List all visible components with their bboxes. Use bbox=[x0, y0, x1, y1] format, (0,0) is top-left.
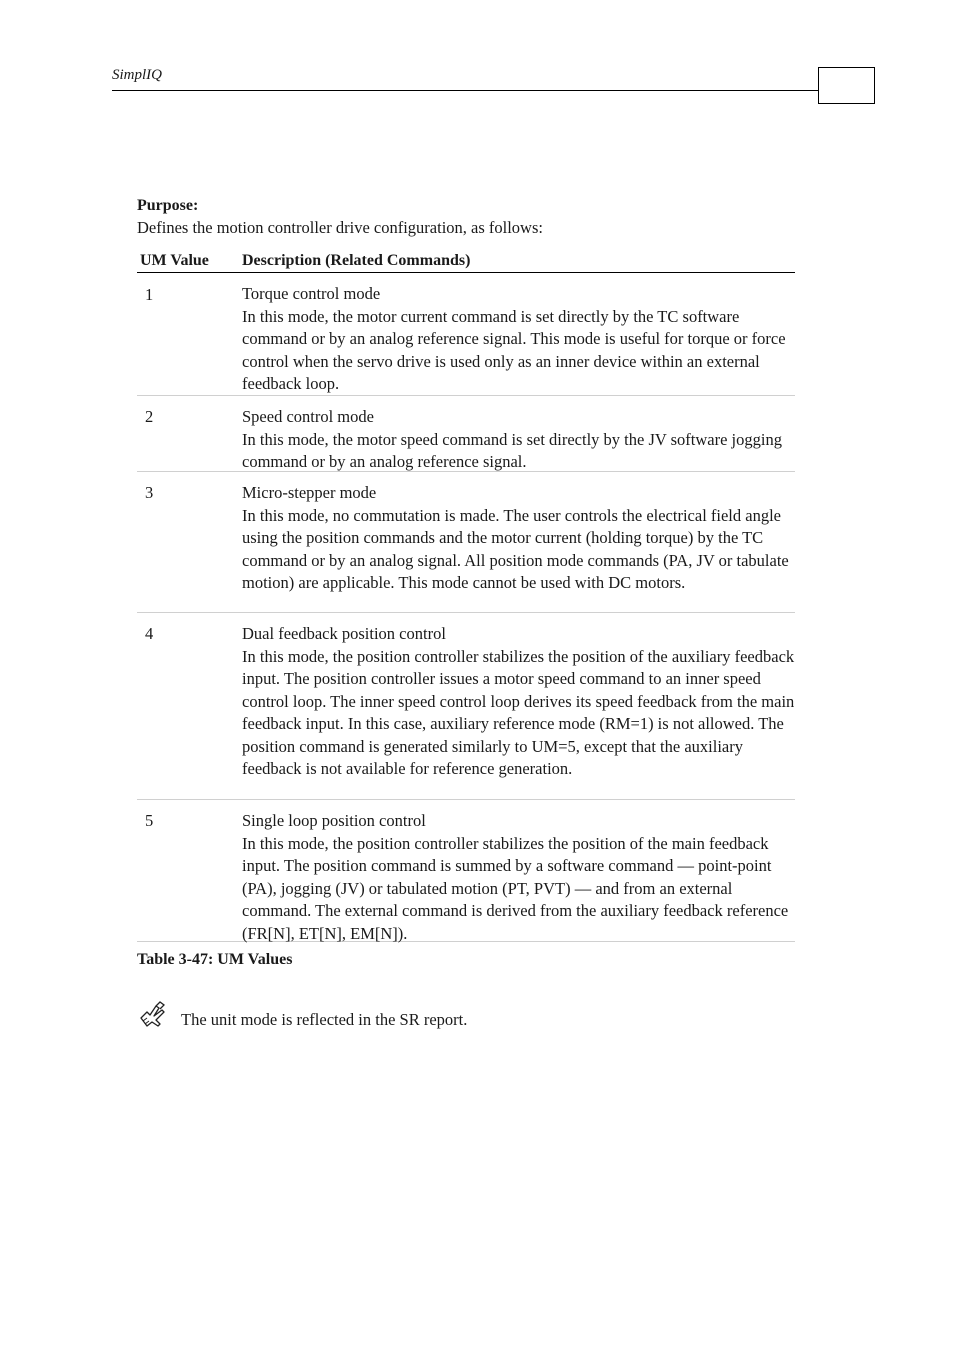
um-value-cell: 5 bbox=[145, 811, 154, 830]
mode-description: In this mode, the position controller stabilizes the position of the auxiliary feedback input. The position controller issues a motor speed command to an inner speed control loop. The inner speed control loop derives its speed feedback from the main feedback input. In this case, auxiliary reference mode (RM=1) is not allowed. The position command is generated similarly to UM=5, except that the auxiliary feedback is not available for reference generation. bbox=[242, 646, 795, 778]
table-row bbox=[137, 472, 795, 613]
mode-name: Dual feedback position control bbox=[242, 624, 446, 643]
description-cell bbox=[242, 613, 795, 799]
table-row bbox=[137, 613, 795, 800]
mode-name: Micro-stepper mode bbox=[242, 483, 377, 502]
header-title: SimplIQ bbox=[112, 67, 162, 83]
header-description: Description (Related Commands) bbox=[242, 252, 471, 269]
table-row bbox=[137, 396, 795, 472]
mode-name: Speed control mode bbox=[242, 407, 374, 426]
um-value-cell: 4 bbox=[145, 624, 154, 643]
purpose-text: Defines the motion controller drive configuration, as follows: bbox=[137, 218, 543, 237]
description-cell bbox=[242, 800, 795, 941]
mode-description: In this mode, the motor speed command is set directly by the JV software jogging command or by an analog reference signal. bbox=[242, 429, 782, 471]
mode-description: In this mode, the motor current command is set directly by the TC software command or by an analog reference signal. This mode is useful for torque or force control when the servo drive is used only as an inner device within an external feedback loop. bbox=[242, 306, 786, 393]
um-value-cell: 1 bbox=[145, 285, 154, 304]
table-caption: Table 3-47: UM Values bbox=[137, 951, 293, 968]
table-row bbox=[137, 273, 795, 396]
um-values-table bbox=[137, 250, 795, 942]
mode-description: In this mode, no commutation is made. The user controls the electrical field angle using the position commands and the motor current (holding torque) by the TC command or by an analog signal. All position mode commands (PA, JV or tabulate motion) are applicable. This mode cannot be used with DC motors. bbox=[242, 505, 789, 592]
um-value-cell: 3 bbox=[145, 483, 154, 502]
description-cell bbox=[242, 472, 795, 612]
header-um-value: UM Value bbox=[140, 252, 209, 269]
purpose-heading: Purpose: bbox=[137, 197, 199, 214]
description-cell bbox=[242, 273, 795, 395]
mode-name: Torque control mode bbox=[242, 284, 381, 303]
header-rule bbox=[112, 90, 818, 91]
description-cell bbox=[242, 396, 795, 471]
table-header-row bbox=[137, 250, 795, 273]
mode-description: In this mode, the position controller stabilizes the position of the main feedback input. The position command is summed by a software command — point-point (PA), jogging (JV) or tabulated motion (PT, PVT) — and from an external command. The external command is derived from the auxiliary feedback reference (FR[N], ET[N], EM[N]). bbox=[242, 833, 789, 943]
um-value-cell: 2 bbox=[145, 407, 154, 426]
page-number-box bbox=[818, 67, 875, 104]
table-row bbox=[137, 800, 795, 942]
mode-name: Single loop position control bbox=[242, 811, 426, 830]
note-hand-icon bbox=[138, 1000, 168, 1030]
note-text: The unit mode is reflected in the SR report. bbox=[181, 1010, 468, 1029]
